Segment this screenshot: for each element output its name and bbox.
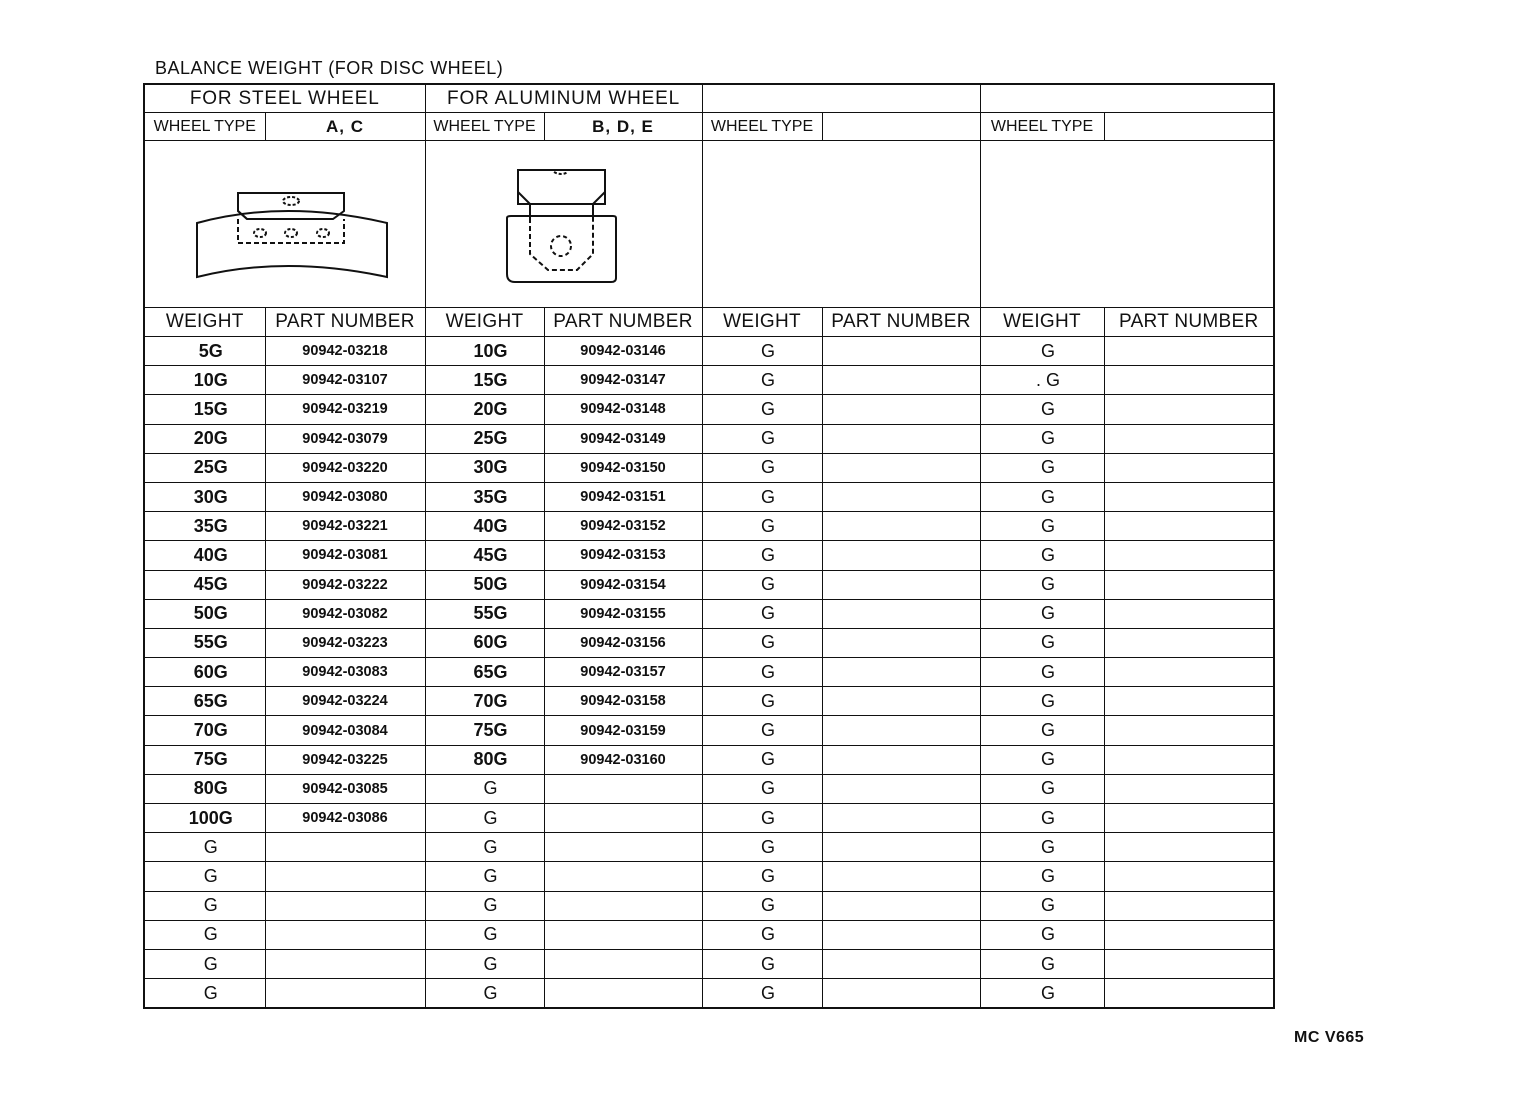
part-number-cell <box>822 366 980 395</box>
table-row <box>144 628 1274 657</box>
part-number-cell: 90942-03220 <box>265 453 425 482</box>
part-number-cell <box>822 658 980 687</box>
part-number-cell: 90942-03223 <box>265 628 425 657</box>
weight-cell: 65G <box>425 658 544 687</box>
section-heading-blank-4 <box>980 84 1274 113</box>
weight-cell: 60G <box>425 628 544 657</box>
part-number-cell <box>544 920 702 949</box>
section-heading-blank-3 <box>702 84 980 113</box>
part-number-cell <box>822 541 980 570</box>
table-row <box>144 366 1274 395</box>
aluminum-weight-drawing-cell <box>425 141 702 308</box>
aluminum-wheel-weight-icon <box>499 162 629 287</box>
table-row <box>144 570 1274 599</box>
part-number-cell <box>265 891 425 920</box>
part-number-cell: 90942-03082 <box>265 599 425 628</box>
column-header-row <box>144 308 1274 337</box>
table-row <box>144 862 1274 891</box>
part-number-cell: 90942-03107 <box>265 366 425 395</box>
weight-cell: G <box>144 862 265 891</box>
weight-cell: 60G <box>144 658 265 687</box>
part-number-cell: 90942-03084 <box>265 716 425 745</box>
weight-cell: 15G <box>144 395 265 424</box>
part-number-cell <box>822 833 980 862</box>
data-rows <box>144 337 1274 1009</box>
table-row <box>144 512 1274 541</box>
weight-cell: G <box>425 774 544 803</box>
weight-cell: G <box>980 453 1104 482</box>
wheel-type-row <box>144 113 1274 141</box>
part-number-cell: 90942-03155 <box>544 599 702 628</box>
weight-cell: G <box>425 804 544 833</box>
wheel-type-value <box>822 113 980 141</box>
part-number-cell: 90942-03158 <box>544 687 702 716</box>
table-row <box>144 337 1274 366</box>
table-row <box>144 745 1274 774</box>
part-number-cell <box>822 395 980 424</box>
wheel-type-label: WHEEL TYPE <box>144 113 265 141</box>
weight-cell: 80G <box>425 745 544 774</box>
part-number-cell <box>822 599 980 628</box>
part-number-cell <box>1104 424 1274 453</box>
weight-cell: 65G <box>144 687 265 716</box>
weight-cell: G <box>980 920 1104 949</box>
wheel-type-label: WHEEL TYPE <box>980 113 1104 141</box>
part-number-cell <box>1104 453 1274 482</box>
part-number-cell: 90942-03159 <box>544 716 702 745</box>
weight-cell: G <box>980 512 1104 541</box>
weight-cell: G <box>980 862 1104 891</box>
drawing-row <box>144 141 1274 308</box>
document-code: MC V665 <box>1294 1029 1365 1046</box>
weight-cell: 45G <box>144 570 265 599</box>
weight-cell: G <box>980 599 1104 628</box>
part-number-cell: 90942-03080 <box>265 482 425 511</box>
weight-cell: 55G <box>425 599 544 628</box>
weight-cell: G <box>980 658 1104 687</box>
weight-cell: 40G <box>144 541 265 570</box>
part-number-cell <box>544 949 702 978</box>
weight-cell: 10G <box>425 337 544 366</box>
weight-cell: G <box>702 979 822 1009</box>
weight-cell: G <box>425 833 544 862</box>
weight-cell: G <box>144 833 265 862</box>
part-number-cell <box>1104 395 1274 424</box>
table-row <box>144 541 1274 570</box>
part-number-cell <box>822 453 980 482</box>
weight-cell: G <box>425 862 544 891</box>
part-number-cell: 90942-03225 <box>265 745 425 774</box>
weight-cell: G <box>702 453 822 482</box>
table-row <box>144 395 1274 424</box>
part-number-cell <box>1104 891 1274 920</box>
weight-cell: G <box>702 482 822 511</box>
weight-cell: 45G <box>425 541 544 570</box>
part-number-cell: 90942-03079 <box>265 424 425 453</box>
steel-weight-drawing-cell <box>144 141 425 308</box>
weight-cell: G <box>980 628 1104 657</box>
weight-cell: G <box>702 541 822 570</box>
weight-cell: . G <box>980 366 1104 395</box>
part-number-cell <box>822 337 980 366</box>
part-number-cell <box>1104 512 1274 541</box>
part-number-cell <box>544 891 702 920</box>
weight-cell: G <box>980 482 1104 511</box>
weight-cell: 35G <box>144 512 265 541</box>
part-number-cell: 90942-03221 <box>265 512 425 541</box>
weight-cell: 70G <box>425 687 544 716</box>
weight-cell: G <box>980 570 1104 599</box>
weight-cell: G <box>144 891 265 920</box>
part-number-cell <box>822 570 980 599</box>
weight-column-header: WEIGHT <box>425 308 544 337</box>
weight-cell: G <box>702 862 822 891</box>
part-number-cell: 90942-03157 <box>544 658 702 687</box>
part-number-cell <box>265 920 425 949</box>
weight-cell: 5G <box>144 337 265 366</box>
weight-cell: G <box>702 716 822 745</box>
part-number-cell: 90942-03153 <box>544 541 702 570</box>
table-row <box>144 891 1274 920</box>
part-number-cell <box>822 424 980 453</box>
weight-cell: 100G <box>144 804 265 833</box>
part-number-cell <box>544 833 702 862</box>
weight-cell: 35G <box>425 482 544 511</box>
part-number-cell: 90942-03086 <box>265 804 425 833</box>
part-number-cell: 90942-03152 <box>544 512 702 541</box>
weight-column-header: WEIGHT <box>144 308 265 337</box>
table-row <box>144 599 1274 628</box>
part-number-cell <box>1104 570 1274 599</box>
steel-wheel-clip-weight-icon <box>175 169 395 279</box>
part-number-cell <box>544 979 702 1009</box>
part-number-cell <box>544 804 702 833</box>
part-number-cell <box>265 862 425 891</box>
weight-cell: G <box>980 979 1104 1009</box>
weight-cell: G <box>702 366 822 395</box>
part-number-cell <box>1104 716 1274 745</box>
part-number-cell: 90942-03083 <box>265 658 425 687</box>
weight-cell: G <box>425 920 544 949</box>
table-row <box>144 979 1274 1009</box>
weight-cell: G <box>702 745 822 774</box>
weight-cell: 70G <box>144 716 265 745</box>
part-number-cell <box>1104 658 1274 687</box>
part-number-cell: 90942-03081 <box>265 541 425 570</box>
part-number-cell <box>1104 482 1274 511</box>
weight-cell: G <box>702 687 822 716</box>
drawing-cell-blank-3 <box>702 141 980 308</box>
table-row <box>144 833 1274 862</box>
part-number-cell: 90942-03156 <box>544 628 702 657</box>
weight-cell: G <box>702 337 822 366</box>
weight-cell: G <box>980 716 1104 745</box>
table-row <box>144 482 1274 511</box>
weight-cell: G <box>702 628 822 657</box>
weight-cell: 75G <box>425 716 544 745</box>
part-number-cell <box>1104 804 1274 833</box>
part-number-cell: 90942-03154 <box>544 570 702 599</box>
wheel-type-value <box>1104 113 1274 141</box>
part-number-cell <box>1104 920 1274 949</box>
table-row <box>144 804 1274 833</box>
part-number-column-header: PART NUMBER <box>265 308 425 337</box>
part-number-cell <box>1104 366 1274 395</box>
part-number-cell: 90942-03160 <box>544 745 702 774</box>
part-number-cell <box>1104 745 1274 774</box>
weight-cell: G <box>702 658 822 687</box>
part-number-cell <box>1104 628 1274 657</box>
weight-cell: G <box>702 774 822 803</box>
table-row <box>144 424 1274 453</box>
part-number-cell: 90942-03149 <box>544 424 702 453</box>
weight-cell: 20G <box>425 395 544 424</box>
part-number-cell <box>265 833 425 862</box>
weight-cell: G <box>702 570 822 599</box>
wheel-type-value: A, C <box>265 113 425 141</box>
drawing-cell-blank-4 <box>980 141 1274 308</box>
part-number-cell <box>822 687 980 716</box>
weight-cell: 80G <box>144 774 265 803</box>
part-number-cell <box>822 891 980 920</box>
part-number-cell <box>1104 949 1274 978</box>
section-heading-row <box>144 84 1274 113</box>
section-heading-steel: FOR STEEL WHEEL <box>144 84 425 113</box>
part-number-cell <box>544 774 702 803</box>
weight-cell: 25G <box>144 453 265 482</box>
weight-cell: G <box>702 833 822 862</box>
part-number-cell: 90942-03085 <box>265 774 425 803</box>
part-number-cell: 90942-03218 <box>265 337 425 366</box>
weight-cell: 30G <box>144 482 265 511</box>
part-number-cell <box>1104 337 1274 366</box>
weight-cell: G <box>425 979 544 1009</box>
part-number-column-header: PART NUMBER <box>544 308 702 337</box>
weight-cell: 25G <box>425 424 544 453</box>
part-number-column-header: PART NUMBER <box>1104 308 1274 337</box>
wheel-type-label: WHEEL TYPE <box>425 113 544 141</box>
weight-column-header: WEIGHT <box>980 308 1104 337</box>
weight-cell: G <box>144 979 265 1009</box>
part-number-cell: 90942-03151 <box>544 482 702 511</box>
table-row <box>144 658 1274 687</box>
table-row <box>144 774 1274 803</box>
part-number-cell <box>1104 687 1274 716</box>
part-number-cell: 90942-03222 <box>265 570 425 599</box>
section-heading-aluminum: FOR ALUMINUM WHEEL <box>425 84 702 113</box>
weight-cell: G <box>702 599 822 628</box>
weight-cell: G <box>980 774 1104 803</box>
part-number-cell: 90942-03148 <box>544 395 702 424</box>
table-row <box>144 920 1274 949</box>
weight-cell: 50G <box>144 599 265 628</box>
part-number-cell <box>1104 599 1274 628</box>
weight-cell: G <box>980 337 1104 366</box>
part-number-cell <box>1104 541 1274 570</box>
part-number-cell <box>1104 833 1274 862</box>
part-number-cell <box>822 979 980 1009</box>
weight-column-header: WEIGHT <box>702 308 822 337</box>
part-number-cell <box>822 949 980 978</box>
weight-cell: G <box>980 891 1104 920</box>
table-row <box>144 716 1274 745</box>
part-number-column-header: PART NUMBER <box>822 308 980 337</box>
weight-cell: G <box>702 949 822 978</box>
wheel-type-label: WHEEL TYPE <box>702 113 822 141</box>
part-number-cell <box>822 482 980 511</box>
weight-cell: G <box>702 424 822 453</box>
table-row <box>144 453 1274 482</box>
weight-cell: G <box>980 687 1104 716</box>
part-number-cell <box>822 774 980 803</box>
part-number-cell <box>1104 979 1274 1009</box>
weight-cell: 15G <box>425 366 544 395</box>
part-number-cell: 90942-03219 <box>265 395 425 424</box>
part-number-cell <box>822 920 980 949</box>
weight-cell: G <box>702 512 822 541</box>
table-row <box>144 949 1274 978</box>
weight-cell: G <box>702 804 822 833</box>
weight-cell: 40G <box>425 512 544 541</box>
part-number-cell <box>822 628 980 657</box>
weight-cell: G <box>425 949 544 978</box>
weight-cell: G <box>980 541 1104 570</box>
balance-weight-table <box>143 83 1275 1009</box>
part-number-cell: 90942-03147 <box>544 366 702 395</box>
weight-cell: 20G <box>144 424 265 453</box>
weight-cell: G <box>980 949 1104 978</box>
weight-cell: 30G <box>425 453 544 482</box>
weight-cell: G <box>425 891 544 920</box>
weight-cell: G <box>702 920 822 949</box>
weight-cell: G <box>702 891 822 920</box>
weight-cell: G <box>980 745 1104 774</box>
part-number-cell <box>822 862 980 891</box>
weight-cell: G <box>702 395 822 424</box>
part-number-cell <box>544 862 702 891</box>
part-number-cell: 90942-03146 <box>544 337 702 366</box>
weight-cell: 50G <box>425 570 544 599</box>
weight-cell: G <box>980 424 1104 453</box>
part-number-cell <box>1104 774 1274 803</box>
page-title: BALANCE WEIGHT (FOR DISC WHEEL) <box>155 58 504 78</box>
weight-cell: G <box>980 395 1104 424</box>
part-number-cell <box>822 716 980 745</box>
weight-cell: 75G <box>144 745 265 774</box>
wheel-type-value: B, D, E <box>544 113 702 141</box>
part-number-cell <box>822 512 980 541</box>
part-number-cell <box>1104 862 1274 891</box>
part-number-cell: 90942-03150 <box>544 453 702 482</box>
weight-cell: 10G <box>144 366 265 395</box>
weight-cell: 55G <box>144 628 265 657</box>
part-number-cell: 90942-03224 <box>265 687 425 716</box>
weight-cell: G <box>980 804 1104 833</box>
weight-cell: G <box>144 920 265 949</box>
table-row <box>144 687 1274 716</box>
part-number-cell <box>265 979 425 1009</box>
part-number-cell <box>265 949 425 978</box>
part-number-cell <box>822 804 980 833</box>
weight-cell: G <box>144 949 265 978</box>
weight-cell: G <box>980 833 1104 862</box>
part-number-cell <box>822 745 980 774</box>
